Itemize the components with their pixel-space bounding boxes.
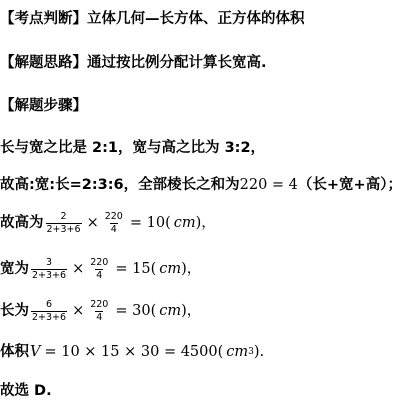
perimeter-frac-den: 4 — [110, 223, 117, 235]
sum-line — [0, 178, 402, 193]
perimeter-frac-den: 4 — [96, 269, 103, 281]
silu-line — [0, 56, 267, 71]
height-line — [0, 212, 216, 235]
width-unit: cm — [159, 261, 182, 278]
answer-text: 故选 D. — [0, 383, 52, 399]
perimeter-frac-den: 4 — [96, 311, 103, 323]
length-line — [0, 300, 201, 323]
length-ratio-fraction — [31, 300, 67, 323]
times-sign: × — [72, 261, 85, 278]
volume-expr: = 10 × 15 × 30 = 4500( — [44, 344, 224, 360]
kaodian-label: 【考点判断】 — [0, 11, 87, 27]
times-sign: × — [86, 215, 99, 232]
volume-var: V — [30, 344, 41, 360]
perimeter-fraction — [89, 258, 109, 281]
length-result: = 30( — [115, 303, 157, 320]
width-line — [0, 258, 201, 281]
perimeter-frac-num: 220 — [90, 257, 109, 268]
length-frac-num: 6 — [46, 299, 53, 310]
silu-text: 通过按比例分配计算长宽高. — [87, 55, 267, 71]
perimeter-fraction — [104, 212, 124, 235]
volume-unit: cm — [226, 344, 249, 360]
ratio-text: 长与宽之比是 2:1，宽与高之比为 3:2， — [0, 140, 266, 156]
height-ratio-fraction — [46, 212, 82, 235]
height-unit: cm — [173, 215, 196, 232]
perimeter-frac-num: 220 — [90, 299, 109, 310]
length-unit: cm — [159, 303, 182, 320]
width-close: )， — [181, 261, 202, 278]
perimeter-frac-num: 220 — [104, 211, 123, 222]
sum-suffix: （长+宽+高）； — [297, 177, 402, 193]
height-close: )， — [195, 215, 216, 232]
buzhou-label: 【解题步骤】 — [0, 98, 87, 114]
ratio-line — [0, 141, 265, 156]
perimeter-fraction — [89, 300, 109, 323]
kaodian-line — [0, 12, 305, 27]
volume-line: 体积 V = 10 × 15 × 30 = 4500( cm 3 ). — [0, 344, 265, 360]
kaodian-text: 立体几何—长方体、正方体的体积 — [87, 11, 305, 27]
length-label: 长为 — [0, 303, 29, 320]
volume-label: 体积 — [0, 344, 29, 360]
height-frac-den: 2+3+6 — [46, 223, 81, 235]
width-label: 宽为 — [0, 261, 29, 278]
length-close: )， — [181, 303, 202, 320]
width-ratio-fraction — [31, 258, 67, 281]
width-result: = 15( — [115, 261, 157, 278]
silu-label: 【解题思路】 — [0, 55, 87, 71]
sum-math: 220 = 4 — [239, 177, 298, 193]
width-frac-num: 3 — [46, 257, 53, 268]
height-result: = 10( — [129, 215, 171, 232]
width-frac-den: 2+3+6 — [32, 269, 67, 281]
times-sign: × — [72, 303, 85, 320]
buzhou-line — [0, 99, 87, 114]
height-frac-num: 2 — [60, 211, 67, 222]
answer-line — [0, 384, 52, 399]
volume-close: ). — [253, 344, 265, 360]
length-frac-den: 2+3+6 — [32, 311, 67, 323]
sum-prefix: 故高:宽:长=2:3:6，全部棱长之和为 — [0, 177, 240, 193]
height-label: 故高为 — [0, 215, 44, 232]
